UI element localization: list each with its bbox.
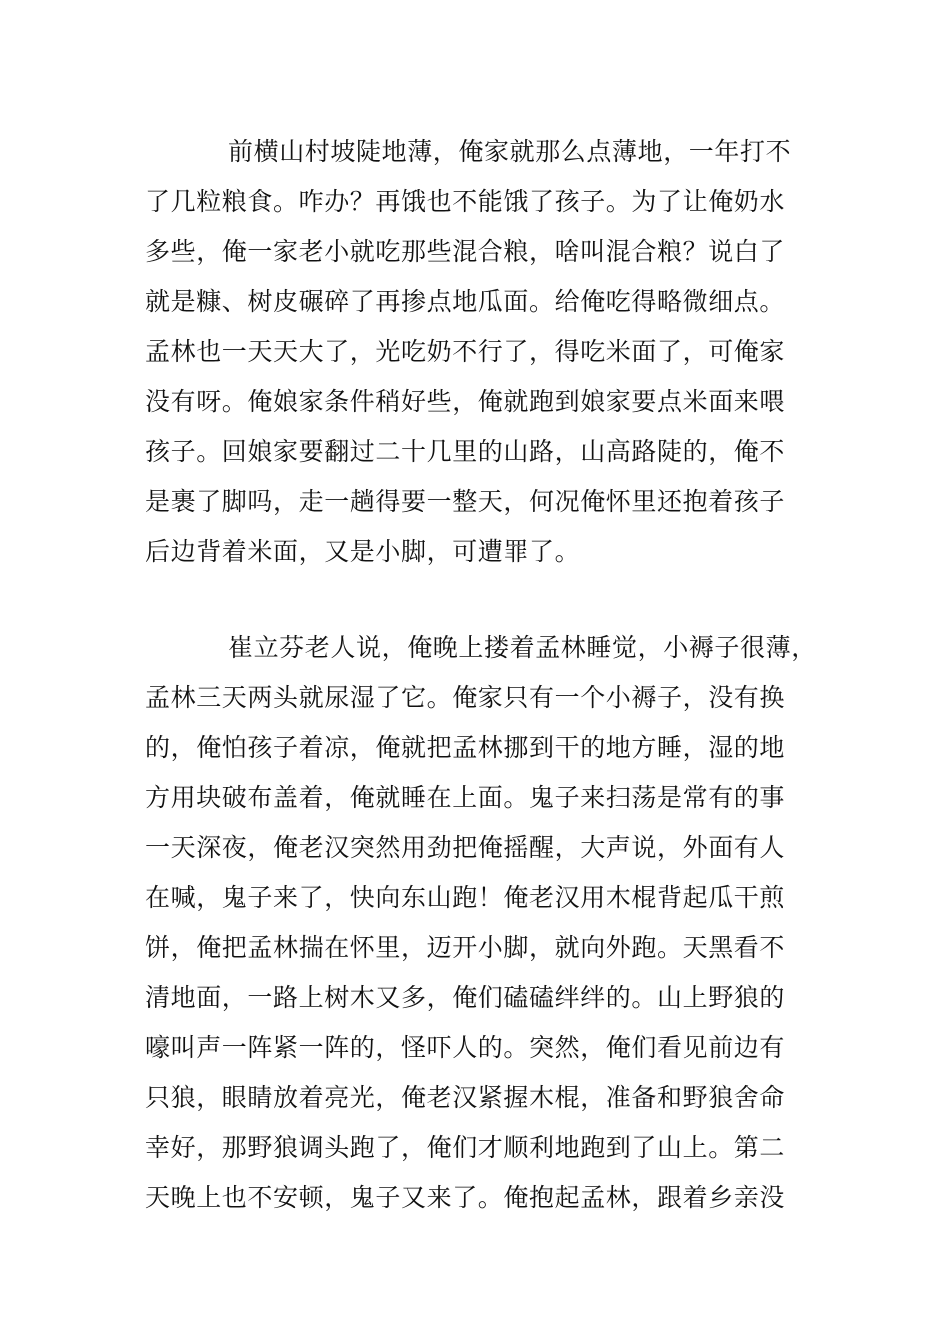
text-line: 天晚上也不安顿，鬼子又来了。俺抱起孟林，跟着乡亲没 <box>145 1183 786 1212</box>
text-line: 了几粒粮食。咋办？再饿也不能饿了孩子。为了让俺奶水 <box>145 187 786 216</box>
text-line: 的，俺怕孩子着凉，俺就把孟林挪到干的地方睡，湿的地 <box>145 733 786 762</box>
text-line: 前横山村坡陡地薄，俺家就那么点薄地，一年打不 <box>228 137 792 166</box>
text-line: 嚎叫声一阵紧一阵的，怪吓人的。突然，俺们看见前边有 <box>145 1033 786 1062</box>
text-line: 是裹了脚吗，走一趟得要一整天，何况俺怀里还抱着孩子 <box>145 487 786 516</box>
text-line: 只狼，眼睛放着亮光，俺老汉紧握木棍，准备和野狼舍命 <box>145 1083 786 1112</box>
text-line: 幸好，那野狼调头跑了，俺们才顺利地跑到了山上。第二 <box>145 1133 786 1162</box>
text-line: 在喊，鬼子来了，快向东山跑！俺老汉用木棍背起瓜干煎 <box>145 883 786 912</box>
text-line: 就是糠、树皮碾碎了再掺点地瓜面。给俺吃得略微细点。 <box>145 287 786 316</box>
text-line: 孟林也一天天大了，光吃奶不行了，得吃米面了，可俺家 <box>145 337 786 366</box>
text-line: 清地面，一路上树木又多，俺们磕磕绊绊的。山上野狼的 <box>145 983 786 1012</box>
text-line: 孟林三天两头就尿湿了它。俺家只有一个小褥子，没有换 <box>145 683 786 712</box>
text-line: 崔立芬老人说，俺晚上搂着孟林睡觉，小褥子很薄， <box>228 633 817 662</box>
text-line: 后边背着米面，又是小脚，可遭罪了。 <box>145 537 581 566</box>
text-line: 一天深夜，俺老汉突然用劲把俺摇醒，大声说，外面有人 <box>145 833 786 862</box>
text-line: 多些，俺一家老小就吃那些混合粮，啥叫混合粮？说白了 <box>145 237 786 266</box>
text-line: 孩子。回娘家要翻过二十几里的山路，山高路陡的，俺不 <box>145 437 786 466</box>
text-line: 方用块破布盖着，俺就睡在上面。鬼子来扫荡是常有的事 <box>145 783 786 812</box>
text-line: 没有呀。俺娘家条件稍好些，俺就跑到娘家要点米面来喂 <box>145 387 786 416</box>
text-line: 饼，俺把孟林揣在怀里，迈开小脚，就向外跑。天黑看不 <box>145 933 786 962</box>
